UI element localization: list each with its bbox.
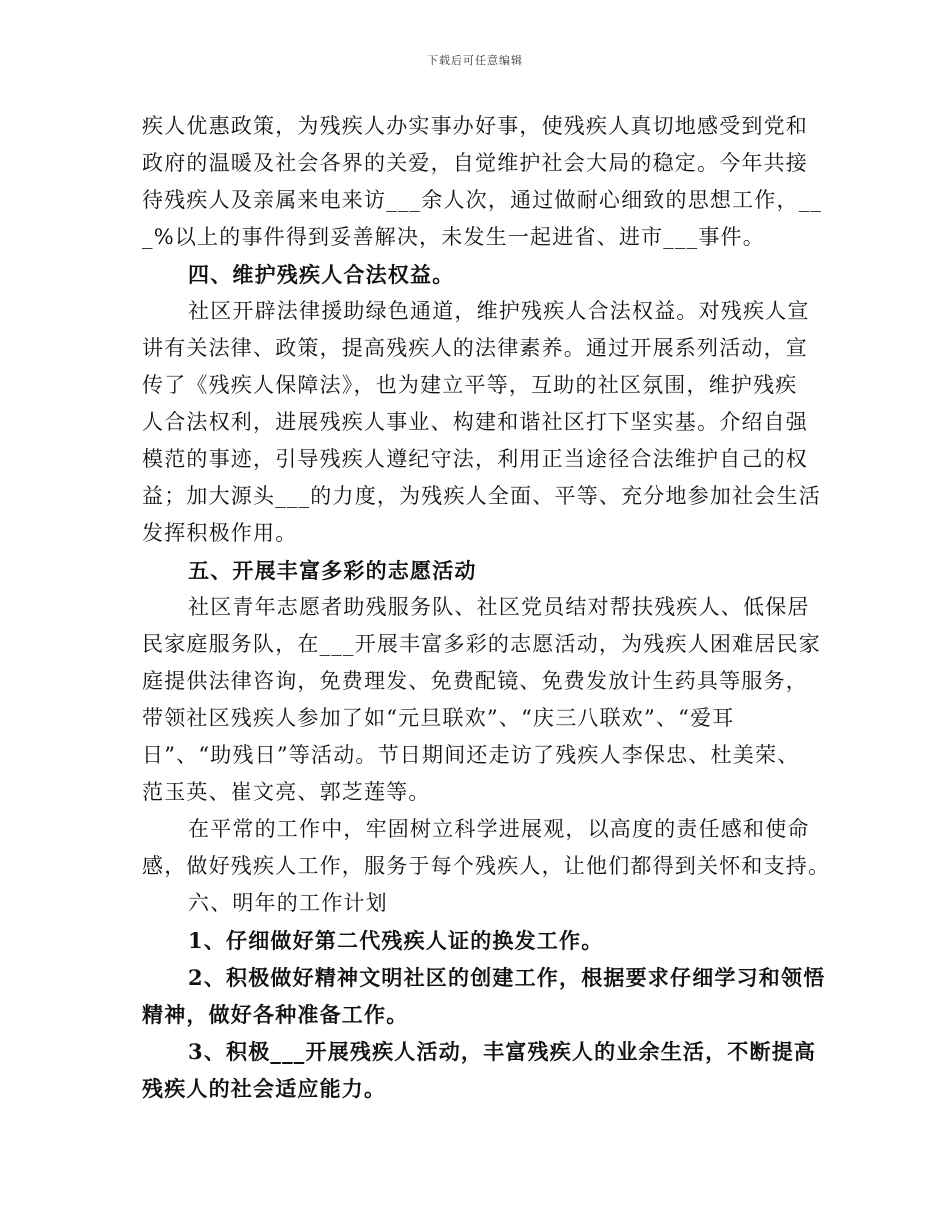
document-body [142, 108, 832, 1107]
section-heading-line: 2、积极做好精神文明社区的创建工作，根据要求仔细学习和领悟 [188, 965, 826, 990]
section-heading-line: 四、维护残疾人合法权益。 [188, 262, 455, 287]
paragraph-line: 人合法权利，进展残疾人事业、构建和谐社区打下坚实基。介绍自强 [142, 410, 808, 434]
section-heading-line: 残疾人的社会适应能力。 [142, 1076, 387, 1101]
paragraph-line: 政府的温暖及社会各界的关爱，自觉维护社会大局的稳定。今年共接 [142, 151, 808, 175]
paragraph-line: _%以上的事件得到妥善解决，未发生一起进省、进市___事件。 [142, 225, 765, 249]
paragraph-line: 社区开辟法律援助绿色通道，维护残疾人合法权益。对残疾人宣 [188, 299, 810, 323]
section-heading-line: 3、积极___开展残疾人活动，丰富残疾人的业余生活，不断提高 [188, 1039, 817, 1064]
paragraph-line: 庭提供法律咨询，免费理发、免费配镜、免费发放计生药具等服务， [142, 669, 808, 693]
paragraph-line: 传了《残疾人保障法》，也为建立平等，互助的社区氛围，维护残疾 [142, 373, 798, 397]
paragraph-line: 范玉英、崔文亮、郭芝莲等。 [142, 780, 431, 804]
paragraph-line: 模范的事迹，引导残疾人遵纪守法，利用正当途径合法维护自己的权 [142, 447, 808, 471]
paragraph-line: 感，做好残疾人工作，服务于每个残疾人，让他们都得到关怀和支持。 [142, 854, 831, 878]
section-heading-line: 1、仔细做好第二代残疾人证的换发工作。 [188, 928, 604, 953]
paragraph-line: 社区青年志愿者助残服务队、社区党员结对帮扶残疾人、低保居 [188, 595, 810, 619]
paragraph-line: 讲有关法律、政策，提高残疾人的法律素养。通过开展系列活动，宣 [142, 336, 808, 360]
paragraph-line: 发挥积极作用。 [142, 521, 298, 545]
section-heading-line: 五、开展丰富多彩的志愿活动 [188, 558, 477, 583]
paragraph-line: 日”、“助残日”等活动。节日期间还走访了残疾人李保忠、杜美荣、 [142, 743, 800, 767]
section-heading-line: 精神，做好各种准备工作。 [142, 1002, 409, 1027]
paragraph-line: 民家庭服务队，在___开展丰富多彩的志愿活动，为残疾人困难居民家 [142, 632, 821, 656]
paragraph-line: 待残疾人及亲属来电来访___余人次，通过做耐心细致的思想工作，__ [142, 188, 823, 212]
paragraph-line: 六、明年的工作计划 [188, 891, 388, 915]
paragraph-line: 在平常的工作中，牢固树立科学进展观，以高度的责任感和使命 [188, 817, 810, 841]
page-header: 下载后可任意编辑 [427, 54, 523, 67]
paragraph-line: 带领社区残疾人参加了如“元旦联欢”、“庆三八联欢”、“爱耳 [142, 706, 735, 730]
paragraph-line: 疾人优惠政策，为残疾人办实事办好事，使残疾人真切地感受到党和 [142, 114, 808, 138]
paragraph-line: 益；加大源头___的力度，为残疾人全面、平等、充分地参加社会生活 [142, 484, 821, 508]
